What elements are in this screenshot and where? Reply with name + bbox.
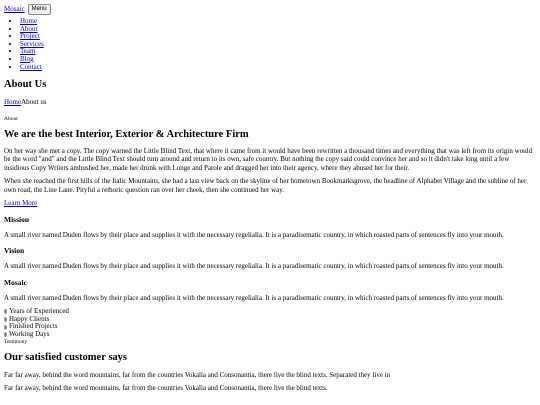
testimonial-text-2: Far far away, behind the word mountains, far from the countries Vokalia and Consonantia, there live the blind texts. [4, 384, 328, 393]
vision-text: A small river named Duden flows by their place and supplies it with the necessary regelialia. It is a paradisematic country, in which roasted parts of sentences fly into your mouth. [4, 262, 504, 271]
bullet-dot-icon [4, 325, 7, 330]
bullet-dot-icon [4, 317, 7, 322]
mission-title: Mission [4, 214, 30, 224]
nav-link-services[interactable]: Services [20, 39, 44, 48]
stat-item [4, 308, 536, 316]
nav-item-services [20, 41, 536, 49]
vision-title: Vision [4, 246, 25, 256]
nav-item-home [20, 18, 536, 26]
learn-more-link[interactable]: Learn More [4, 199, 38, 208]
bullet-dot-icon [4, 309, 7, 314]
stat-label: Finished Projects [9, 322, 58, 331]
about-paragraph-1: On her way she met a copy. The copy warned the Little Blind Text, that where it came from it would have been rewritten a thousand times and everything that was left from its origin would be the word "and" and the Little Blind Text should turn around and return to its own, safe country. But nothing the copy said could convince her and so it didn't take long until a few insidious Copy Writers ambushed her, made her drunk with Longe and Parole and dragged her into their agency, where they abused her for their. [4, 146, 533, 172]
brand-link[interactable]: Mosaic [4, 5, 25, 14]
testimonials-heading: Our satisfied customer says [4, 351, 127, 363]
breadcrumb-current: About us [21, 98, 47, 107]
stat-label: Happy Clients [9, 314, 50, 323]
breadcrumb [4, 98, 536, 107]
stat-label: Years of Experienced [9, 307, 69, 316]
stat-item [4, 323, 536, 331]
testimonial-text-1: Far far away, behind the word mountains, far from the countries Vokalia and Consonantia, there live the blind texts. Separated they live in [4, 370, 391, 379]
about-paragraph-2: When she reached the first hills of the Italic Mountains, she had a last view back on the skyline of her hometown Bookmarksgrove, the headline of Alphabet Village and the subline of her own road, the Line Lane. Pityful a rethoric question ran over her cheek, then she continued her way. [4, 177, 527, 194]
nav-item-blog [20, 56, 536, 64]
mosaic-text: A small river named Duden flows by their place and supplies it with the necessary regelialia. It is a paradisematic country, in which roasted parts of sentences fly into your mouth. [4, 293, 504, 302]
top-bar [4, 4, 536, 15]
stat-item [4, 331, 536, 339]
nav-link-contact[interactable]: Contact [20, 62, 42, 71]
nav-link-project[interactable]: Project [20, 32, 40, 41]
testimony-label: Testimony [4, 338, 28, 345]
stat-label: Working Days [9, 329, 50, 338]
bullet-dot-icon [4, 332, 7, 337]
about-label: About [4, 115, 18, 122]
nav-link-home[interactable]: Home [20, 17, 38, 25]
menu-button[interactable]: Menu [28, 4, 51, 15]
stats-list [4, 308, 536, 338]
about-heading: We are the best Interior, Exterior & Architecture Firm [4, 128, 249, 140]
nav-link-blog[interactable]: Blog [20, 54, 34, 63]
nav-link-about[interactable]: About [20, 24, 38, 33]
mosaic-title: Mosaic [4, 277, 27, 287]
breadcrumb-home-link[interactable]: Home [4, 98, 22, 107]
nav-item-contact [20, 64, 536, 72]
nav-link-team[interactable]: Team [20, 47, 36, 56]
main-nav [4, 18, 536, 71]
nav-item-team [20, 48, 536, 56]
page-title: About Us [4, 79, 47, 91]
nav-item-about [20, 26, 536, 34]
nav-item-project [20, 33, 536, 41]
stat-item [4, 316, 536, 324]
mission-text: A small river named Duden flows by their place and supplies it with the necessary regelialia. It is a paradisematic country, in which roasted parts of sentences fly into your mouth. [4, 230, 504, 239]
